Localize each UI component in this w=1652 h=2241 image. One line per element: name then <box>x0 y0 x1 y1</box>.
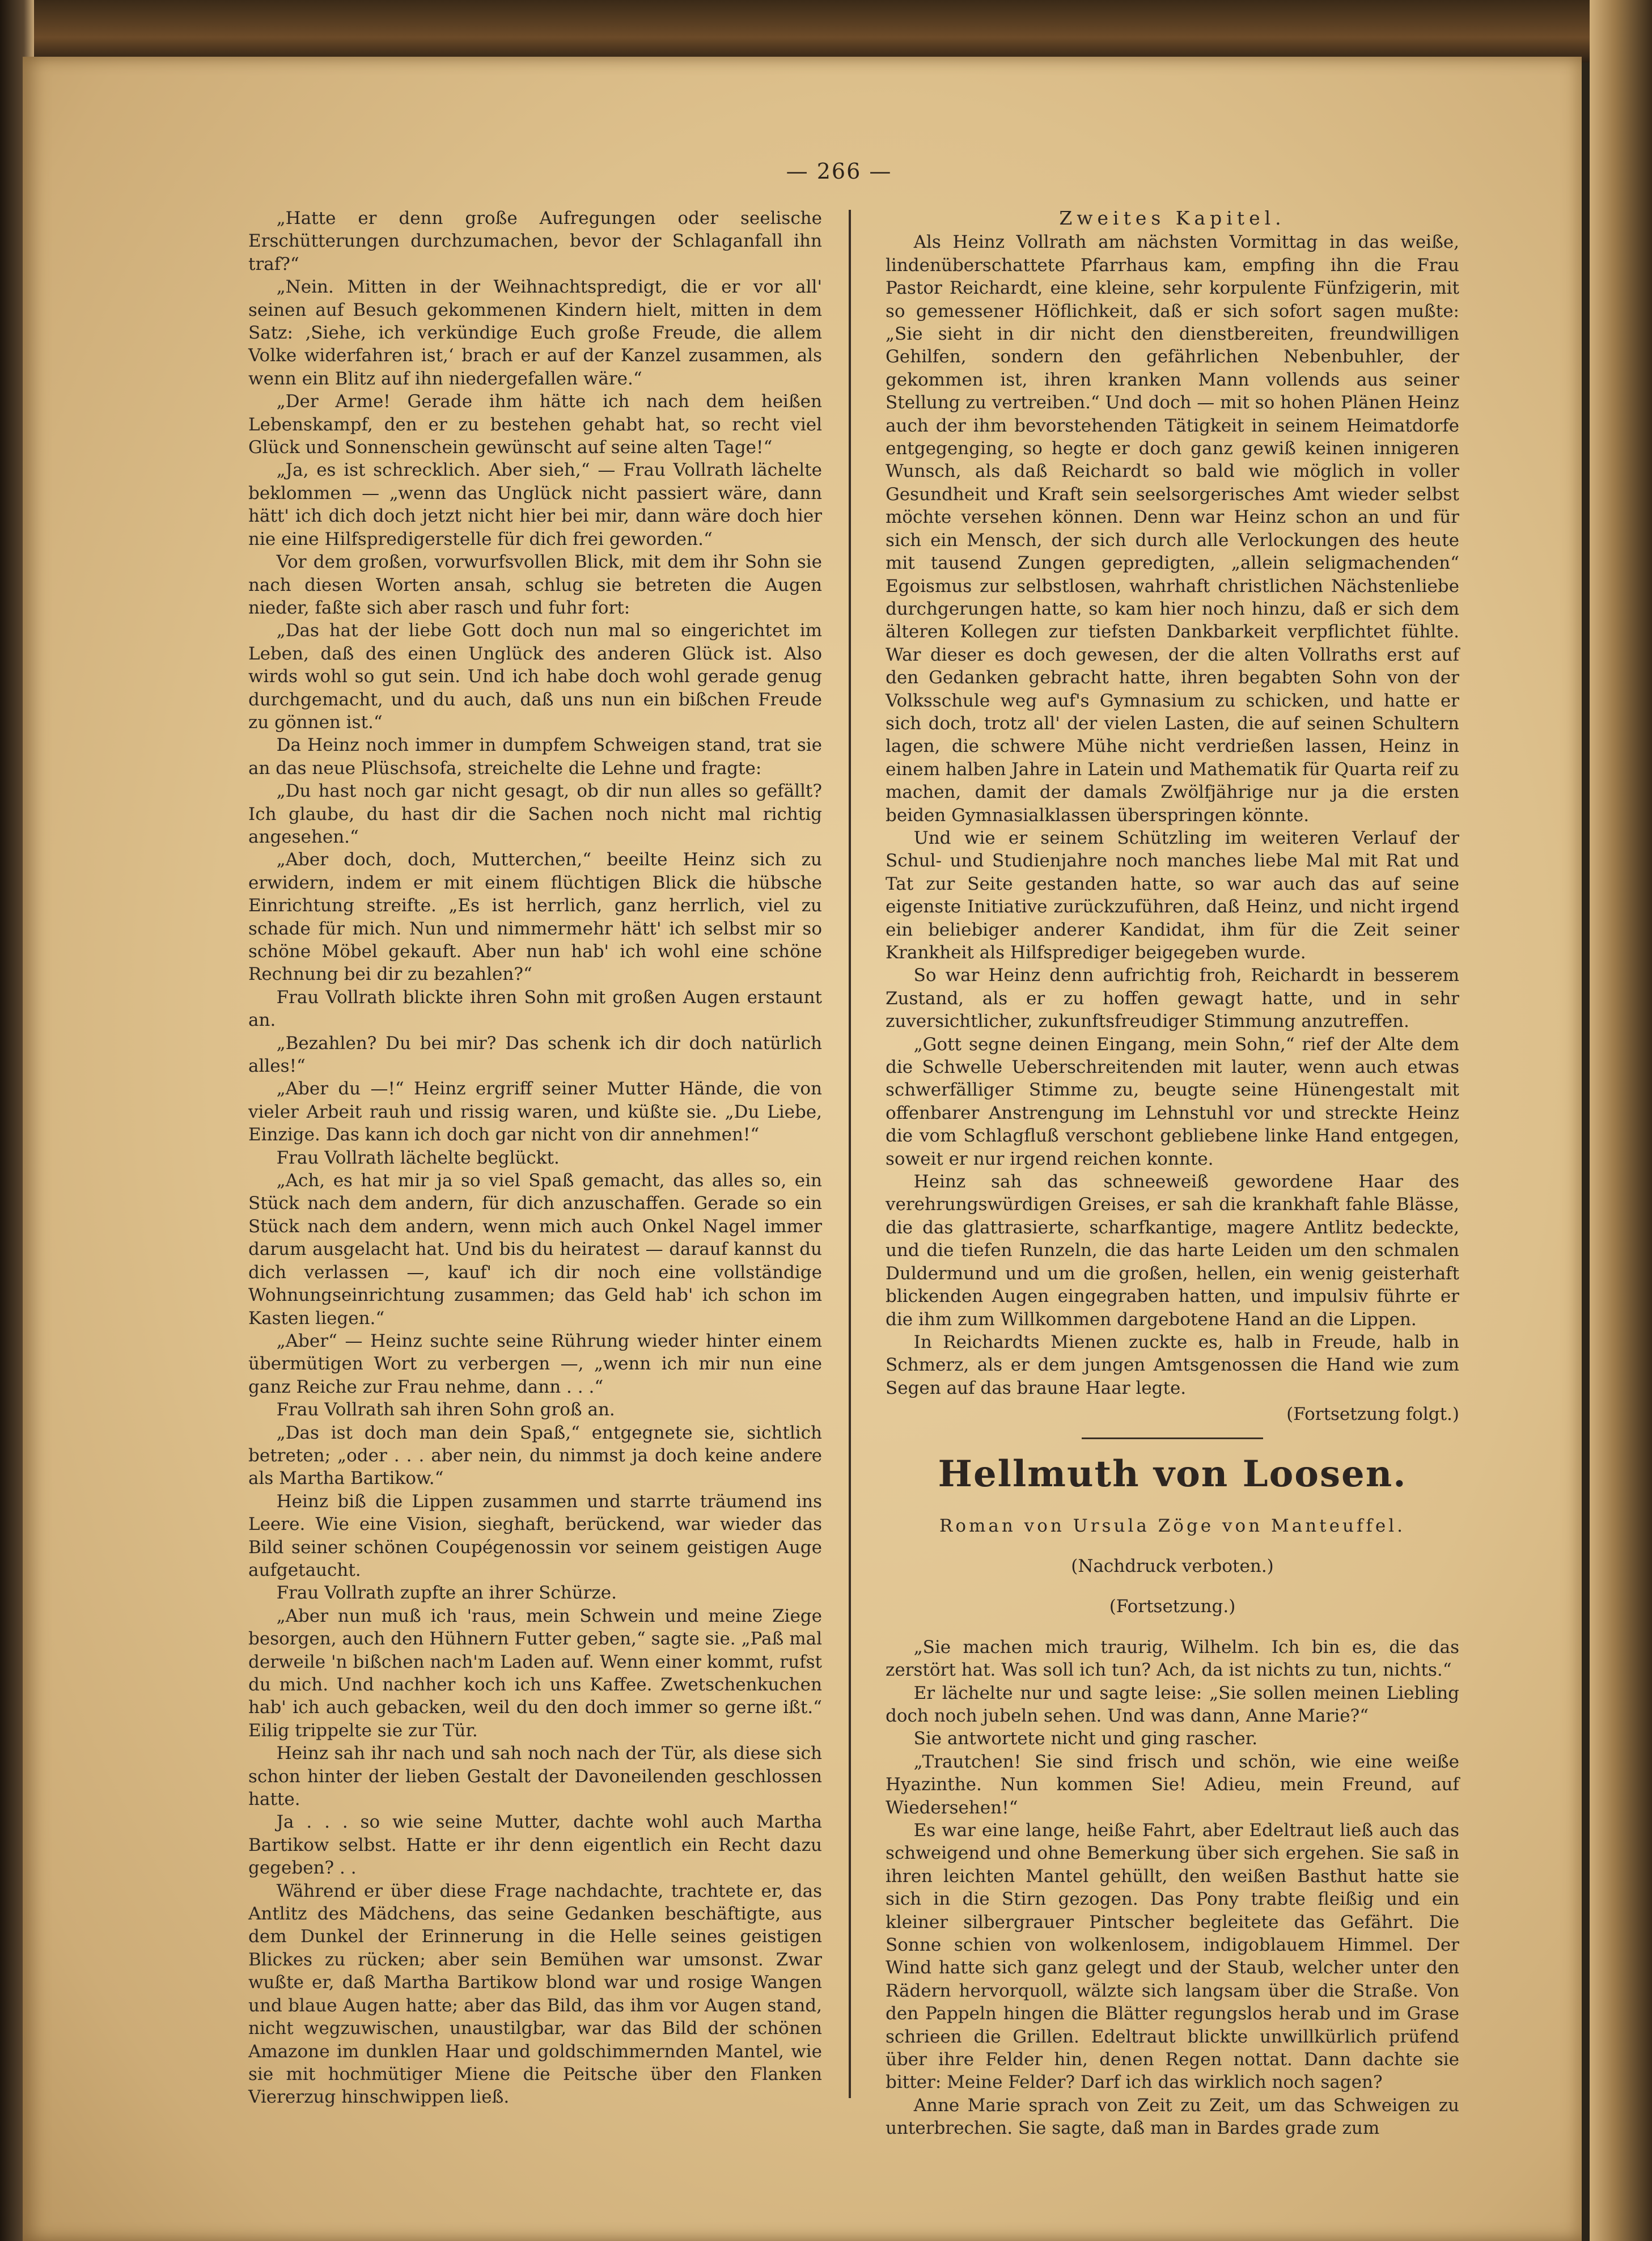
left-column <box>248 207 822 2109</box>
paragraph: „Das ist doch man dein Spaß,“ entgegnete sie, sichtlich betreten; „oder . . . aber nein, du nimmst ja doch keine andere als Martha Bartikow.“ <box>248 1422 822 1489</box>
paragraph: Frau Vollrath lächelte beglückt. <box>276 1147 560 1168</box>
reprint-notice: (Nachdruck verboten.) <box>1071 1555 1274 1576</box>
paragraph: „Aber nun muß ich 'raus, mein Schwein und meine Ziege besorgen, auch den Hühnern Futter geben,“ sagte sie. „Paß mal derweile 'n bißchen nach'm Laden auf. Wenn einer kommt, rufst du mich. Und nachher koch ich uns Kaffee. Zwetschenkuchen hab' ich auch gebacken, weil du den doch immer so gerne ißt.“ Eilig trippelte sie zur Tür. <box>248 1605 822 1741</box>
paragraph: Heinz sah das schneeweiß gewordene Haar des verehrungswürdigen Greises, er sah die krankhaft fahle Blässe, die das glattrasierte, scharfkantige, magere Antlitz bedeckte, und die tiefen Runzeln, die das harte Leiden um den schmalen Duldermund und um die großen, hellen, ein wenig geisterhaft blickenden Augen eingegraben hatten, und impulsiv führte er die ihm zum Willkommen dargebotene Hand an die Lippen. <box>886 1172 1459 1330</box>
paragraph: Es war eine lange, heiße Fahrt, aber Edeltraut ließ auch das schweigend und ohne Bemerkung über sich ergehen. Sie saß in ihren leichten Mantel gehüllt, den weißen Basthut hatte sie sich in die Stirn gezogen. Das Pony trabte fleißig und ein kleiner silbergrauer Pintscher begleitete das Gefährt. Die Sonne schien von wolkenlosem, indigoblauem Himmel. Der Wind hatte sich ganz gelegt und der Staub, welcher unter den Rädern hervorquoll, wälzte sich langsam über die Straße. Von den Pappeln hingen die Blätter regungslos herab und im Grase schrieen die Grillen. Edeltraut blickte unwillkürlich prüfend über ihre Felder hin, denen Regen nottat. Dann dachte sie bitter: Meine Felder? Darf ich das wirklich noch sagen? <box>886 1820 1459 2093</box>
paragraph: Heinz biß die Lippen zusammen und starrte träumend ins Leere. Wie eine Vision, sieghaft, berückend, war wieder das Bild seiner schönen Coupégenossin vor seinem geistigen Auge aufgetaucht. <box>248 1491 822 1580</box>
continuation-note: (Fortsetzung.) <box>1109 1596 1236 1617</box>
paragraph: Ja . . . so wie seine Mutter, dachte wohl auch Martha Bartikow selbst. Hatte er ihr denn eigentlich ein Recht dazu gegeben? . . <box>248 1812 822 1879</box>
paragraph: „Aber du —!“ Heinz ergriff seiner Mutter Hände, die von vieler Arbeit rauh und rissig waren, und küßte sie. „Du Liebe, Einzige. Das kann ich doch gar nicht von dir annehmen!“ <box>248 1079 822 1145</box>
paragraph: Frau Vollrath sah ihren Sohn groß an. <box>276 1399 615 1420</box>
paragraph: „Aber doch, doch, Mutterchen,“ beeilte Heinz sich zu erwidern, indem er mit einem flüchtigen Blick die hübsche Einrichtung streifte. „Es ist herrlich, ganz herrlich, viel zu schade für mich. Nun und nimmermehr hätt' ich selbst mir so schöne Möbel gekauft. Aber nun hab' ich wohl eine schöne Rechnung bei dir zu bezahlen?“ <box>248 849 822 985</box>
paragraph: „Der Arme! Gerade ihm hätte ich nach dem heißen Lebenskampf, den er zu bestehen gehabt hat, so recht viel Glück und Sonnenschein gewünscht auf seine alten Tage!“ <box>248 391 822 458</box>
paragraph: „Ja, es ist schrecklich. Aber sieh,“ — Frau Vollrath lächelte beklommen — „wenn das Unglück nicht passiert wäre, dann hätt' ich dich doch jetzt nicht hier bei mir, dann wäre doch hier nie eine Hilfspredigerstelle für dich frei geworden.“ <box>248 460 822 549</box>
paragraph: So war Heinz denn aufrichtig froh, Reichardt in besserem Zustand, als er zu hoffen gewagt hatte, und in sehr zuversichtlicher, zukunftsfreudiger Stimmung anzutreffen. <box>886 965 1459 1032</box>
paragraph: Frau Vollrath blickte ihren Sohn mit großen Augen erstaunt an. <box>248 987 822 1031</box>
section-divider <box>1082 1437 1263 1439</box>
chapter-heading: Zweites Kapitel. <box>1059 207 1286 229</box>
paragraph: Und wie er seinem Schützling im weiteren Verlauf der Schul- und Studienjahre noch manches liebe Mal mit Rat und Tat zur Seite gestanden hatte, so war auch das auf seine eigenste Initiative zurückzuführen, daß Heinz, und nicht irgend ein beliebiger anderer Kandidat, ihm für die Zeit seiner Krankheit als Hilfsprediger beigegeben wurde. <box>886 827 1459 963</box>
paragraph: Da Heinz noch immer in dumpfem Schweigen stand, trat sie an das neue Plüschsofa, streichelte die Lehne und fragte: <box>248 735 822 779</box>
paragraph: In Reichardts Mienen zuckte es, halb in Freude, halb in Schmerz, als er dem jungen Amtsgenossen die Hand wie zum Segen auf das braune Haar legte. <box>886 1331 1459 1398</box>
book-right-edge <box>1590 0 1652 2241</box>
paragraph: „Sie machen mich traurig, Wilhelm. Ich bin es, die das zerstört hat. Was soll ich tun? Ach, da ist nichts zu tun, nichts.“ <box>886 1637 1459 1681</box>
paragraph: „Aber“ — Heinz suchte seine Rührung wieder hinter einem übermütigen Wort zu verbergen —, „wenn ich mir nun eine ganz Reiche zur Frau nehme, dann . . .“ <box>248 1330 822 1397</box>
paragraph: „Das hat der liebe Gott doch nun mal so eingerichtet im Leben, daß des einen Unglück des anderen Glück ist. Also wirds wohl so gut sein. Und ich habe doch wohl gerade genug durchgemacht, und du auch, daß uns nun ein bißchen Freude zu gönnen ist.“ <box>248 620 822 733</box>
paragraph: „Hatte er denn große Aufregungen oder seelische Erschütterungen durchzumachen, bevor der Schlaganfall ihn traf?“ <box>248 208 822 274</box>
continued-note: (Fortsetzung folgt.) <box>1286 1404 1459 1425</box>
novel-title: Hellmuth von Loosen. <box>938 1452 1407 1495</box>
paragraph: Vor dem großen, vorwurfsvollen Blick, mit dem ihr Sohn sie nach diesen Worten ansah, schlug sie betreten die Augen nieder, faßte sich aber rasch und fuhr fort: <box>248 552 822 618</box>
paragraph: „Nein. Mitten in der Weihnachtspredigt, die er vor all' seinen auf Besuch gekommenen Kindern hielt, mitten in dem Satz: ‚Siehe, ich verkündige Euch große Freude, die allem Volke widerfahren ist,‘ brach er auf der Kanzel zusammen, als wenn ein Blitz auf ihn niedergefallen wäre.“ <box>248 277 822 389</box>
paragraph: Frau Vollrath zupfte an ihrer Schürze. <box>276 1583 617 1604</box>
right-column <box>886 207 1459 2140</box>
paragraph: Anne Marie sprach von Zeit zu Zeit, um das Schweigen zu unterbrechen. Sie sagte, daß man in Bardes grade zum <box>886 2095 1459 2139</box>
paragraph: Sie antwortete nicht und ging rascher. <box>913 1728 1258 1749</box>
book-top-edge <box>0 0 1652 62</box>
paragraph: Als Heinz Vollrath am nächsten Vormittag in das weiße, lindenüberschattete Pfarrhaus kam, empfing ihn die Frau Pastor Reichardt, eine kleine, sehr korpulente Fünfzigerin, mit so gemessener Höflichkeit, daß er sich sofort sagen mußte: „Sie sieht in dir nicht den dienstbereiten, freundwilligen Gehilfen, sondern den gefährlichen Nebenbuhler, der gekommen ist, ihren kranken Mann vollends aus seiner Stellung zu vertreiben.“ Und doch — mit so hohen Plänen Heinz auch der ihm bevorstehenden Tätigkeit in seinem Heimatdorfe entgegenging, so hegte er doch ganz gewiß keinen innigeren Wunsch, als daß Reichardt so bald wie möglich in voller Gesundheit und Kraft sein seelsorgerisches Amt wieder selbst möchte versehen können. Denn war Heinz schon an und für sich ein Mensch, der sich durch alle Verlockungen des heute mit tausend Zungen gepredigten, „allein seligmachenden“ Egoismus zur selbstlosen, wahrhaft christlichen Nächstenliebe durchgerungen hatte, so kam hier noch hinzu, daß er sich dem älteren Kollegen zur tiefsten Dankbarkeit verpflichtet fühlte. War dieser es doch gewesen, der die alten Vollraths erst auf den Gedanken gebracht hatte, ihren begabten Sohn von der Volksschule weg auf's Gymnasium zu schicken, und hatte er sich doch, trotz all' der vielen Lasten, die auf seinen Schultern lagen, die schwere Mühe nicht verdrießen lassen, Heinz in einem halben Jahre in Latein und Mathematik für Quarta reif zu machen, damit der damals Zwölfjährige nur ja die ersten beiden Gymnasialklassen überspringen könnte. <box>886 232 1459 826</box>
paragraph: „Bezahlen? Du bei mir? Das schenk ich dir doch natürlich alles!“ <box>248 1033 822 1077</box>
column-divider <box>849 210 851 2098</box>
novel-byline: Roman von Ursula Zöge von Manteuffel. <box>939 1515 1406 1536</box>
paragraph: „Gott segne deinen Eingang, mein Sohn,“ rief der Alte dem die Schwelle Ueberschreitenden mit lauter, wenn auch etwas schwerfälliger Stimme zu, beugte seine Hünengestalt mit offenbarer Anstrengung im Lehnstuhl vor und streckte Heinz die vom Schlagfluß verschont gebliebene linke Hand entgegen, soweit er nur irgend reichen konnte. <box>886 1034 1459 1169</box>
paragraph: Er lächelte nur und sagte leise: „Sie sollen meinen Liebling doch noch jubeln sehen. Und was dann, Anne Marie?“ <box>886 1682 1459 1726</box>
paragraph: „Ach, es hat mir ja so viel Spaß gemacht, das alles so, ein Stück nach dem andern, für dich anzuschaffen. Gerade so ein Stück nach dem andern, wenn mich auch Onkel Nagel immer darum ausgelacht hat. Und bis du heiratest — darauf kannst du dich verlassen —, kauf' ich dir noch eine vollständige Wohnungseinrichtung zusammen; das Geld hab' ich schon im Kasten liegen.“ <box>248 1170 822 1329</box>
paragraph: Während er über diese Frage nachdachte, trachtete er, das Antlitz des Mädchens, das seine Gedanken beschäftigte, aus dem Dunkel der Erinnerung in die Helle seines geistigen Blickes zu rücken; aber sein Bemühen war umsonst. Zwar wußte er, daß Martha Bartikow blond war und rosige Wangen und blaue Augen hatte; aber das Bild, das ihm vor Augen stand, nicht wegzuwischen, unaustilgbar, war das Bild der schönen Amazone im dunklen Haar und goldschimmernden Mantel, wie sie mit hochmütiger Miene die Peitsche über den Flanken Viererzug hinschwippen ließ. <box>248 1880 822 2108</box>
paragraph: „Du hast noch gar nicht gesagt, ob dir nun alles so gefällt? Ich glaube, du hast dir die Sachen noch nicht mal richtig angesehen.“ <box>248 781 822 847</box>
paragraph: Heinz sah ihr nach und sah noch nach der Tür, als diese sich schon hinter der lieben Gestalt der Davoneilenden geschlossen hatte. <box>248 1743 822 1810</box>
page-number: — 266 — <box>786 159 892 184</box>
paragraph: „Trautchen! Sie sind frisch und schön, wie eine weiße Hyazinthe. Nun kommen Sie! Adieu, mein Freund, auf Wiedersehen!“ <box>886 1751 1459 1818</box>
